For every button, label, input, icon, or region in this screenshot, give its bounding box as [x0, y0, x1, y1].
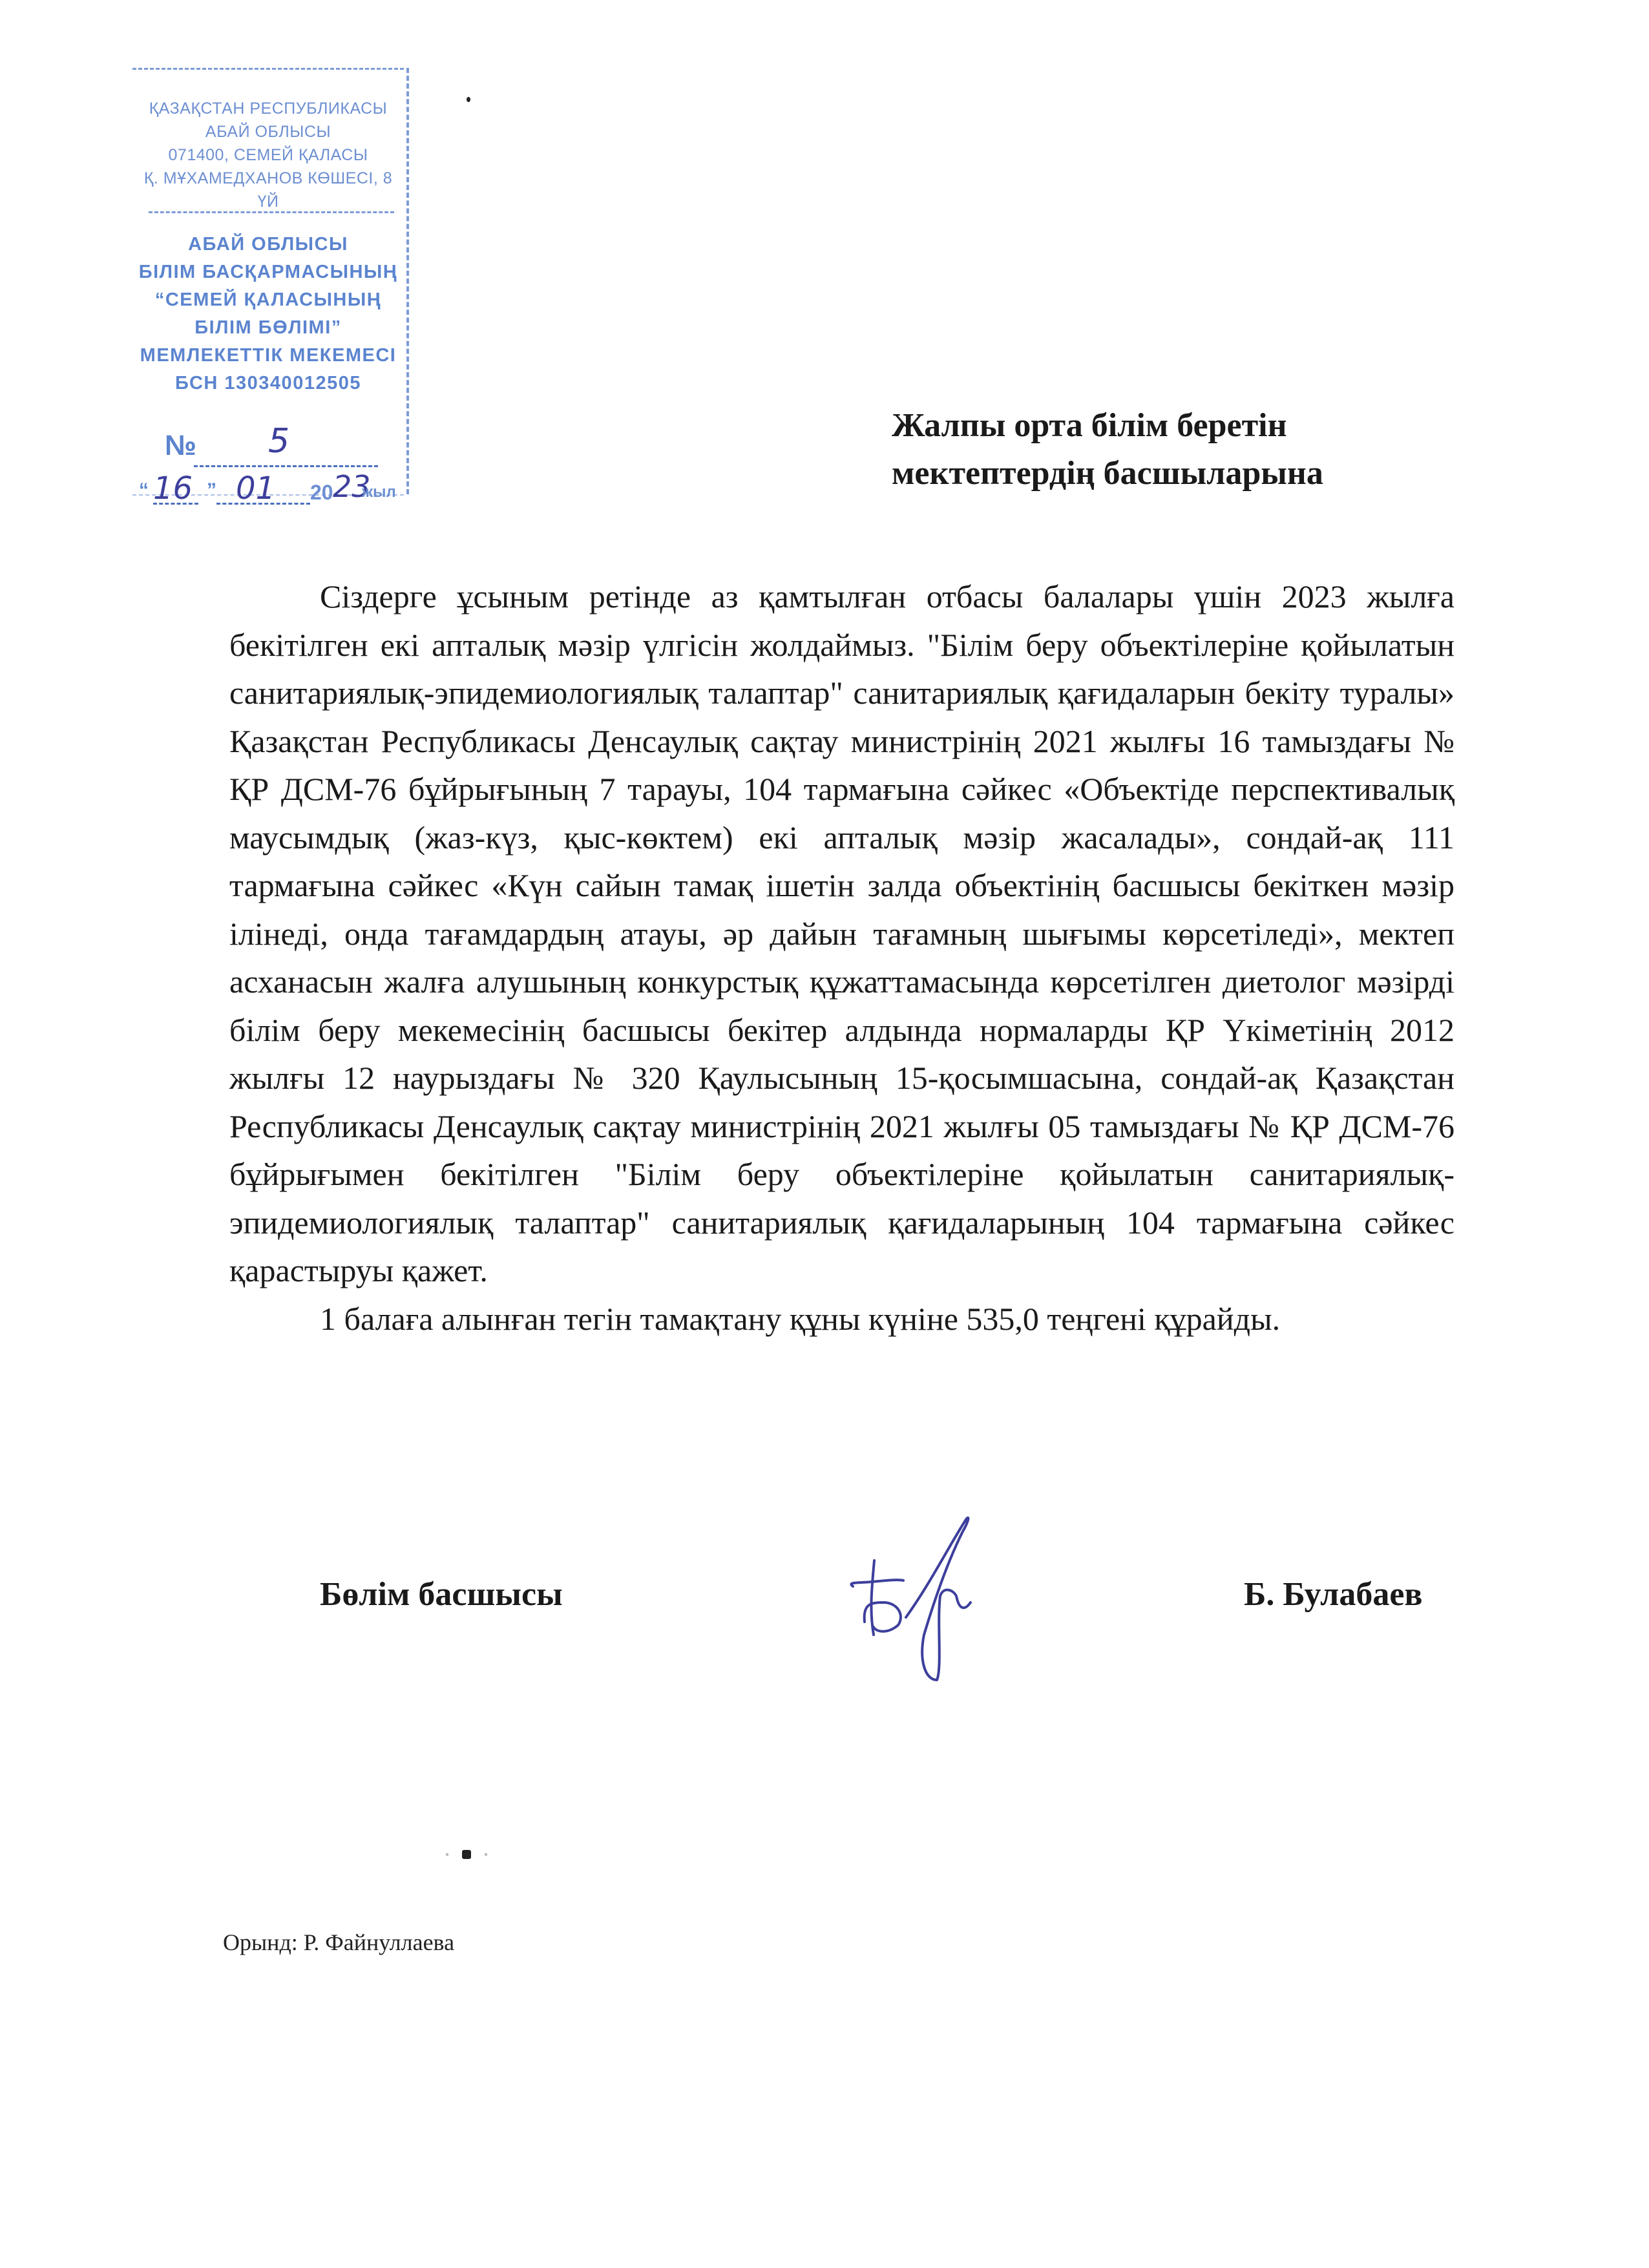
date-quote-open: “ [139, 479, 149, 501]
addressee-line: мектептердің басшыларына [892, 455, 1323, 492]
stamp-address-line: ҚАЗАҚСТАН РЕСПУБЛИКАСЫ [149, 100, 388, 118]
stamp-address-line: Қ. МҰХАМЕДХАНОВ КӨШЕСІ, 8 ҮЙ [143, 169, 393, 211]
stamp-address-line: АБАЙ ОБЛЫСЫ [205, 123, 331, 141]
stamp-org-line: БІЛІМ БАСҚАРМАСЫНЫҢ [138, 262, 398, 282]
date-year-prefix: 20 [310, 481, 333, 504]
signatory-name: Б. Булабаев [1244, 1576, 1423, 1613]
body-paragraph-cost: 1 балаға алынған тегін тамақтану құны күніне 535,0 теңгені құрайды. [320, 1300, 1281, 1337]
handwritten-signature-icon [808, 1506, 1066, 1719]
day-underline [153, 503, 198, 505]
stamp-border-right [406, 68, 409, 494]
document-number: 5 [268, 422, 290, 461]
stamp-org-line: “СЕМЕЙ ҚАЛАСЫНЫҢ [154, 289, 382, 310]
date-quote-close: ” [207, 479, 216, 501]
date-year-word: жыл [362, 483, 396, 501]
body-paragraph-main: Сіздерге ұсыным ретінде аз қамтылған отбасы балалары үшін 2023 жылға бекітілген екі апталық мәзір үлгісін жолдаймыз. "Білім беру объектілеріне қойылатын санитариялық-эпидемиологиялық талаптар" санитариялық қағидаларын бекіту туралы» Қазақстан Республикасы Денсаулық сақтау министрінің 2021 жылғы 16 тамыздағы № ҚР ДСМ-76 бұйрығының 7 тарауы, 104 тармағына сәйкес «Объектіде перспективалық маусымдық (жаз-күз, қыс-көктем) екі апталық мәзір жасалады», сондай-ақ 111 тармағына сәйкес «Күн сайын тамақ ішетін залда объектінің басшысы бекіткен мәзір ілінеді, онда тағамдардың атауы, әр дайын тағамның шығымы көрсетіледі», мектеп асханасын жалға алушының конкурстық құжаттамасында көрсетілген диетолог мәзірді білім беру мекемесінің басшысы бекітер алдында нормаларды ҚР Үкіметінің 2012 жылғы 12 наурыздағы № 320 Қаулысының 15-қосымшасына, сондай-ақ Қазақстан Республикасы Денсаулық сақтау министрінің 2021 жылғы 05 тамыздағы № ҚР ДСМ-76 бұйрығымен бекітілген "Білім беру объектілеріне қойылатын санитариялық-эпидемиологиялық талаптар" санитариялық қағидаларының 104 тармағына сәйкес қарастыруы қажет. [229, 578, 1455, 1288]
letter-body [229, 572, 1455, 1343]
stamp-address-line: 071400, СЕМЕЙ ҚАЛАСЫ [168, 146, 368, 164]
date-year-suffix: 23 [333, 469, 371, 504]
scan-speck [467, 97, 470, 102]
stamp-org-line: МЕМЛЕКЕТТІК МЕКЕМЕСІ [140, 345, 397, 366]
addressee-block [892, 402, 1422, 498]
stamp-date-row [139, 469, 410, 510]
scan-speck [462, 1850, 471, 1859]
date-month: 01 [236, 470, 276, 507]
stamp-org-line: БСН 130340012505 [175, 373, 361, 394]
signatory-position: Бөлім басшысы [320, 1576, 563, 1613]
stamp-organization [132, 231, 404, 397]
date-day: 16 [153, 470, 193, 507]
stamp-border-top [132, 68, 404, 70]
executor-note: Орынд: Р. Файнуллаева [223, 1929, 455, 1955]
stamp-org-line: БІЛІМ БӨЛІМІ” [194, 317, 342, 338]
addressee-line: Жалпы орта білім беретін [892, 407, 1287, 444]
number-underline [194, 465, 378, 467]
registration-stamp [132, 68, 409, 520]
month-underline [216, 503, 310, 505]
stamp-org-line: АБАЙ ОБЛЫСЫ [188, 234, 348, 255]
number-sign: № [165, 430, 197, 461]
stamp-address [132, 97, 404, 213]
stamp-number-row [165, 422, 384, 468]
